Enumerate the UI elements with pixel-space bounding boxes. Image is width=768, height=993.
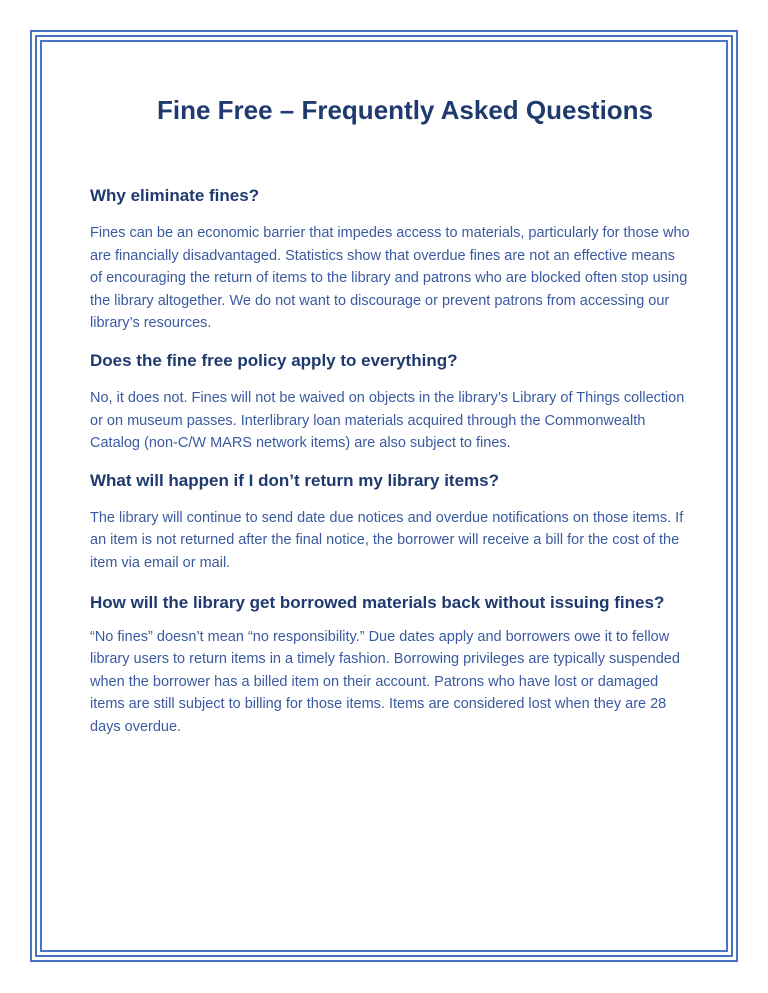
faq-answer: No, it does not. Fines will not be waived on objects in the library’s Library of Things collection or on museum passes. Interlibrary loan materials acquired through the Commonwealth Catalog (non-C/W MARS network items) are also subject to fines. <box>90 389 685 452</box>
faq-answer: The library will continue to send date due notices and overdue notifications on those items. If an item is not returned after the final notice, the borrower will receive a bill for the cost of the item via email or mail. <box>90 509 684 571</box>
faq-question: What will happen if I don’t return my library items? <box>90 470 499 490</box>
faq-section-policy-scope <box>90 349 690 455</box>
document-body <box>90 88 690 739</box>
faq-question: Does the fine free policy apply to everything? <box>90 350 458 370</box>
faq-section-why-eliminate-fines <box>90 184 690 335</box>
faq-question: How will the library get borrowed materials back without issuing fines? <box>90 592 665 612</box>
faq-section-getting-materials-back <box>90 589 690 739</box>
faq-answer: Fines can be an economic barrier that impedes access to materials, particularly for those who are financially disadvantaged. Statistics show that overdue fines are not an effective means of encouraging the return of items to the library and patrons who are blocked often stop using the library altogether. We do not want to discourage or prevent patrons from accessing our library’s resources. <box>90 225 690 332</box>
page-title: Fine Free – Frequently Asked Questions <box>156 95 654 125</box>
faq-question: Why eliminate fines? <box>90 186 260 205</box>
faq-answer: “No fines” doesn’t mean “no responsibility.” Due dates apply and borrowers owe it to fellow library users to return items in a timely fashion. Borrowing privileges are typically suspended when the borrower has a billed item on their account. Patrons who have lost or damaged items are still subject to billing for those items. Items are considered lost when they are 28 days overdue. <box>90 628 680 735</box>
faq-section-unreturned-items <box>90 469 690 575</box>
